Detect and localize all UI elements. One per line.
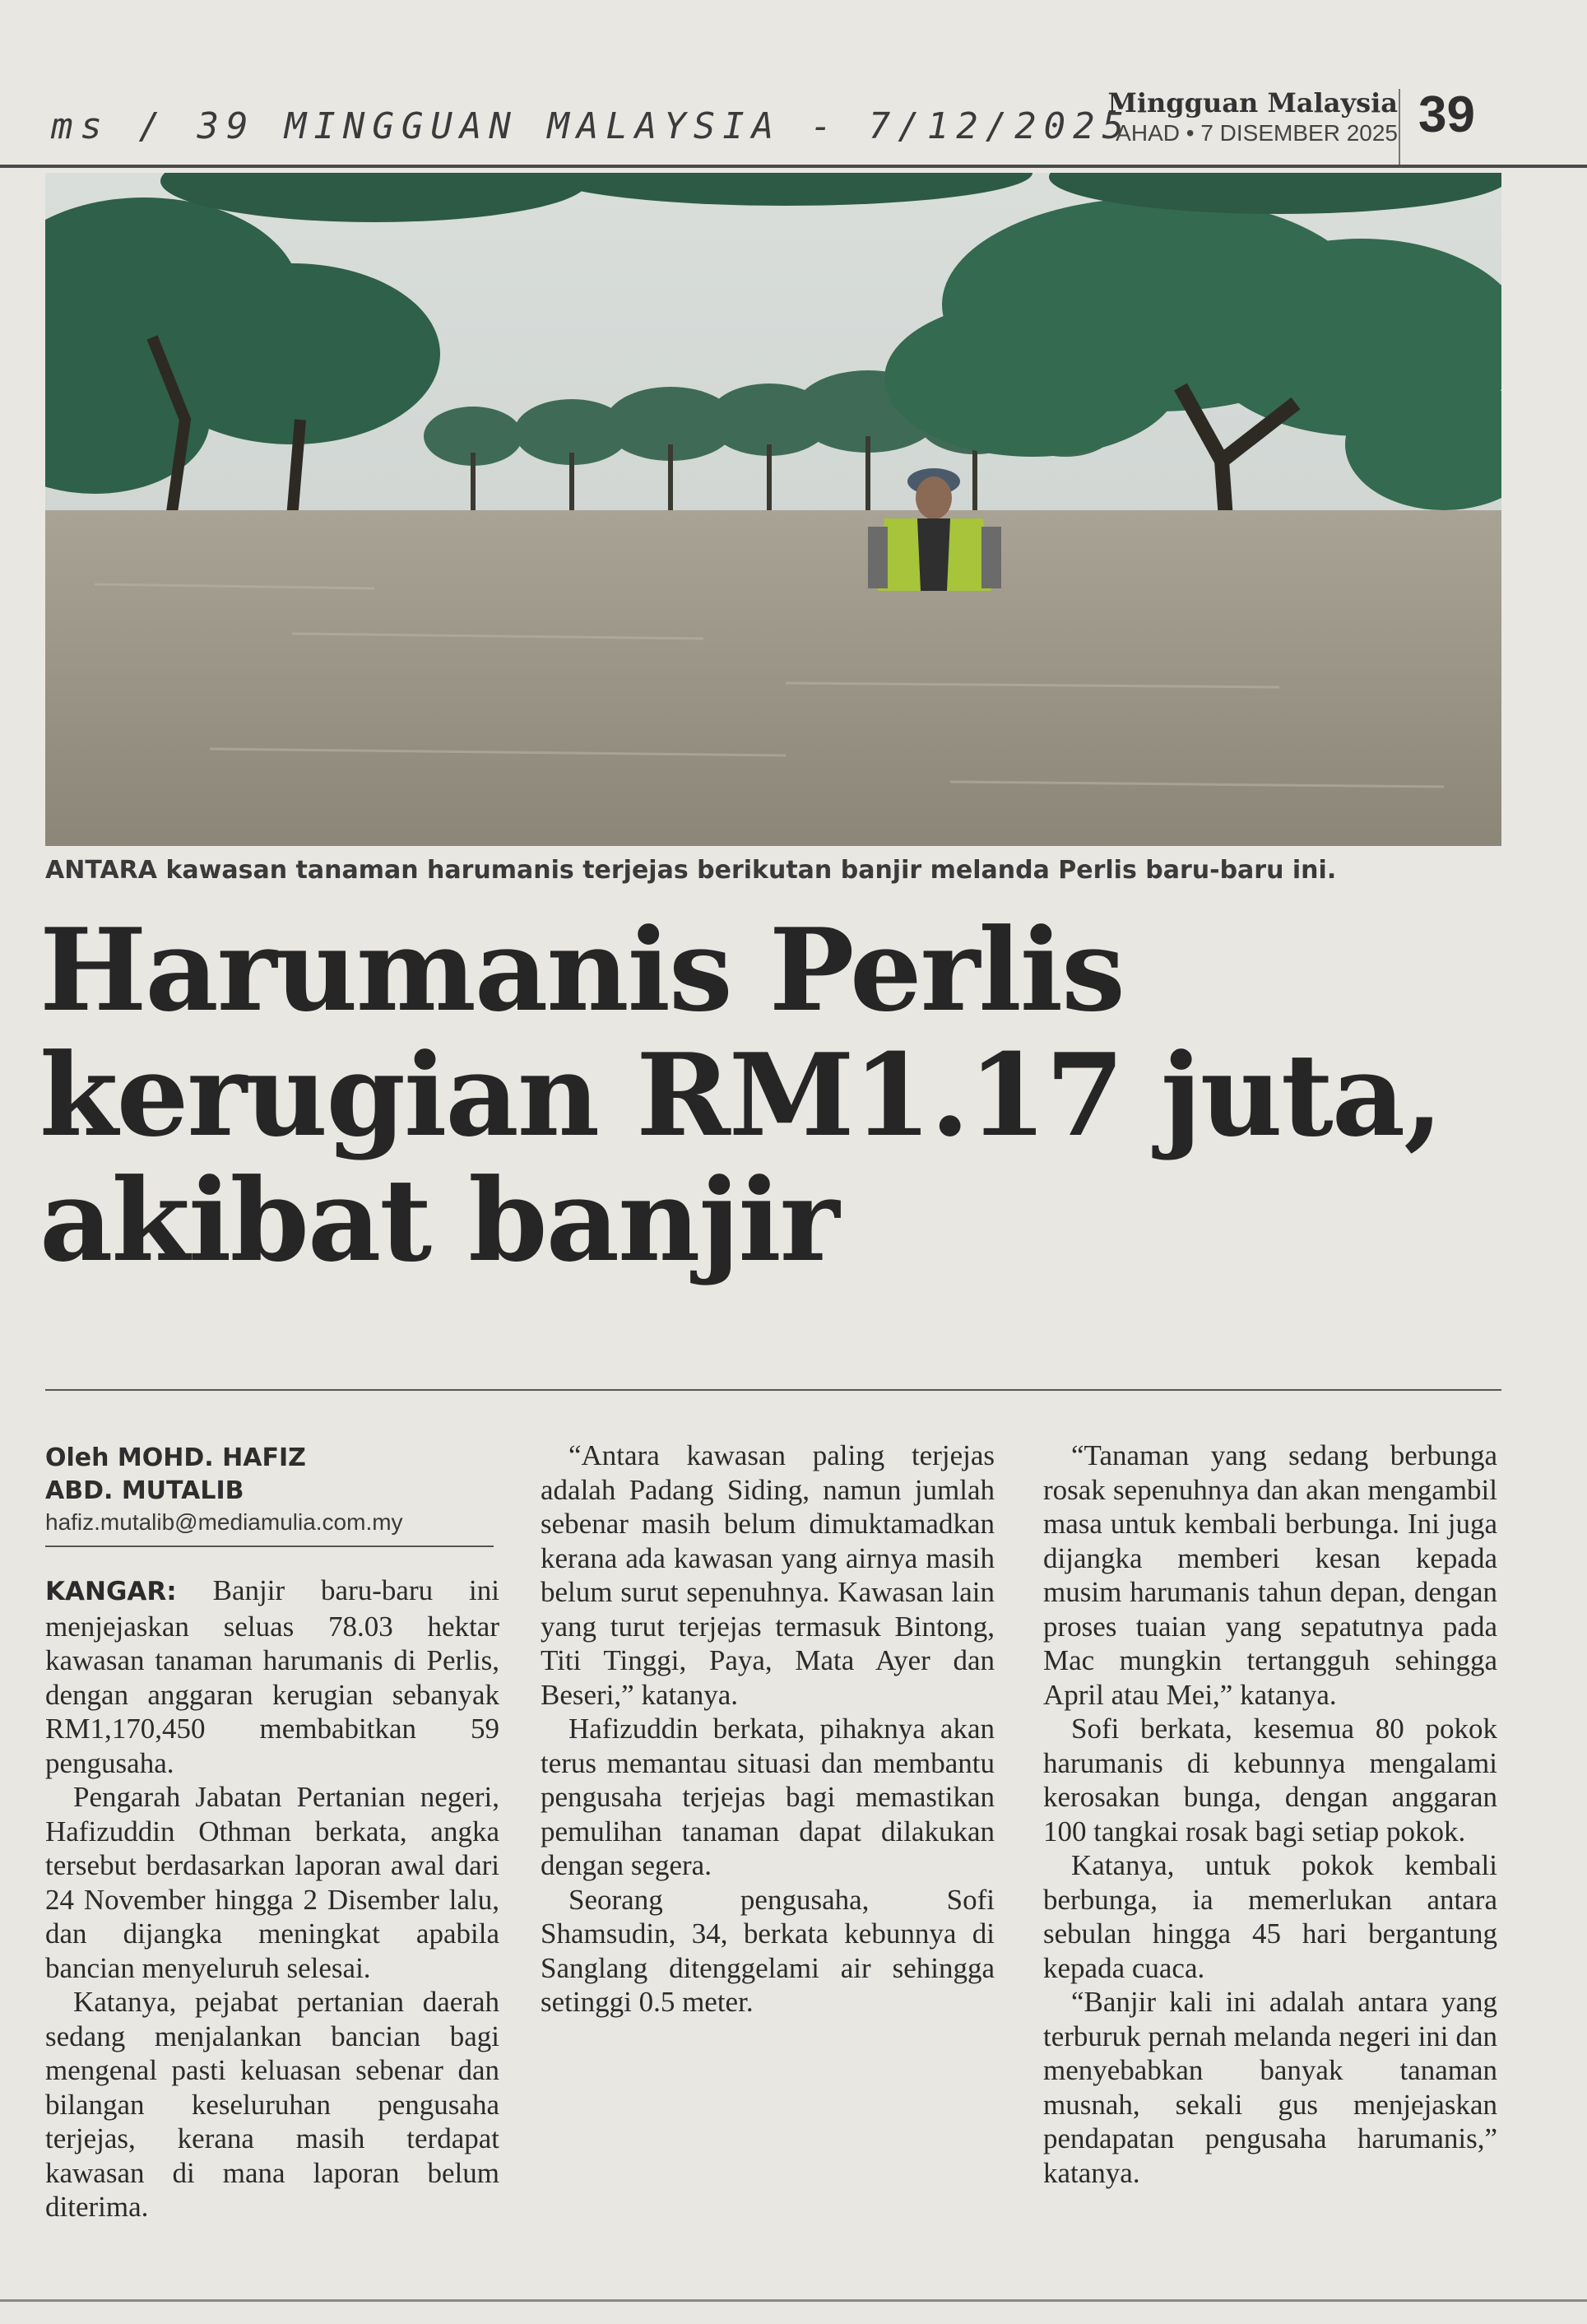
article-column-1 <box>45 1573 499 2224</box>
article-paragraph-10: “Banjir kali ini adalah antara yang terburuk pernah melanda negeri ini dan menyebabkan banyak tanaman musnah, sekali gus menjejaskan pendapatan pengusaha harumanis,” katanya. <box>1043 1986 1497 2189</box>
handwritten-clipping-note: ms / 39 MINGGUAN MALAYSIA - 7/12/2025 <box>51 105 1132 147</box>
headline-line-1: Harumanis Perlis <box>39 903 1124 1037</box>
headline-line-3: akibat banjir <box>39 1153 838 1287</box>
bottom-rule <box>0 2299 1587 2302</box>
article-paragraph-6: Seorang pengusaha, Sofi Shamsudin, 34, berkata kebunnya di Sanglang ditenggelami air sehingga setinggi 0.5 meter. <box>541 1883 995 2018</box>
dateline: KANGAR: <box>45 1577 177 1606</box>
article-paragraph-9: Katanya, untuk pokok kembali berbunga, ia memerlukan antara sebulan hingga 45 hari bergantung kepada cuaca. <box>1043 1849 1497 1984</box>
caption-lead: ANTARA <box>45 856 157 885</box>
article-paragraph-8: Sofi berkata, kesemua 80 pokok harumanis di kebunnya mengalami kerosakan bunga, dengan anggaran 100 tangkai rosak bagi setiap pokok. <box>1043 1713 1497 1848</box>
page-number: 39 <box>1418 86 1475 143</box>
headline <box>39 903 1545 1289</box>
flooded-orchard-image <box>45 173 1501 846</box>
byline-name-2: ABD. MUTALIB <box>45 1476 244 1505</box>
byline-name-1: Oleh MOHD. HAFIZ <box>45 1443 306 1472</box>
headline-line-2: kerugian RM1.17 juta, <box>39 1028 1442 1162</box>
article-paragraph-4: “Antara kawasan paling terjejas adalah Padang Siding, namun jumlah sebenar masih belum dimuktamadkan kerana ada kawasan yang airnya masih belum surut sepenuhnya. Kawasan lain yang turut terjejas termasuk Bintong, Titi Tinggi, Paya, Mata Ayer dan Beseri,” katanya. <box>541 1439 995 1711</box>
masthead-divider <box>1399 89 1400 165</box>
article-column-2 <box>541 1439 995 2020</box>
flood-photo <box>45 173 1501 846</box>
headline-rule <box>45 1389 1501 1391</box>
paragraph-1-text: Banjir baru-baru ini menjejaskan seluas 78.03 hektar kawasan tanaman harumanis di Perlis, dengan anggaran kerugian sebanyak RM1,170,450 membabitkan 59 pengusaha. <box>45 1574 499 1779</box>
photo-caption <box>45 856 1510 885</box>
article-column-3 <box>1043 1439 1497 2190</box>
byline-email: hafiz.mutalib@mediamulia.com.my <box>45 1509 403 1535</box>
publication-date: AHAD • 7 DISEMBER 2025 <box>1116 120 1398 146</box>
article-paragraph-3: Katanya, pejabat pertanian daerah sedang menjalankan bancian bagi mengenal pasti keluasan sebenar dan bilangan keseluruhan pengusaha terjejas, kerana masih terdapat kawasan di mana laporan belum diterima. <box>45 1986 499 2223</box>
byline-rule <box>45 1545 494 1547</box>
article-paragraph-5: Hafizuddin berkata, pihaknya akan terus memantau situasi dan membantu pengusaha terjejas bagi memastikan pemulihan tanaman dapat dilakukan dengan segera. <box>541 1713 995 1881</box>
top-rule <box>0 165 1587 168</box>
publication-name: Mingguan Malaysia <box>1107 87 1398 119</box>
article-paragraph-2: Pengarah Jabatan Pertanian negeri, Hafizuddin Othman berkata, angka tersebut berdasarkan laporan awal dari 24 November hingga 2 Disember lalu, dan dijangka meningkat apabila bancian menyeluruh selesai. <box>45 1781 499 1984</box>
caption-text: kawasan tanaman harumanis terjejas berikutan banjir melanda Perlis baru-baru ini. <box>157 856 1337 885</box>
article-paragraph-7: “Tanaman yang sedang berbunga rosak sepenuhnya dan akan mengambil masa untuk kembali berbunga. Ini juga dijangka memberi kesan kepada musim harumanis tahun depan, dengan proses tuaian yang sepatutnya pada Mac mungkin tertangguh sehingga April atau Mei,” katanya. <box>1043 1439 1497 1711</box>
article-paragraph-1 <box>45 1573 499 1780</box>
byline <box>45 1442 494 1537</box>
masthead <box>1107 87 1398 146</box>
